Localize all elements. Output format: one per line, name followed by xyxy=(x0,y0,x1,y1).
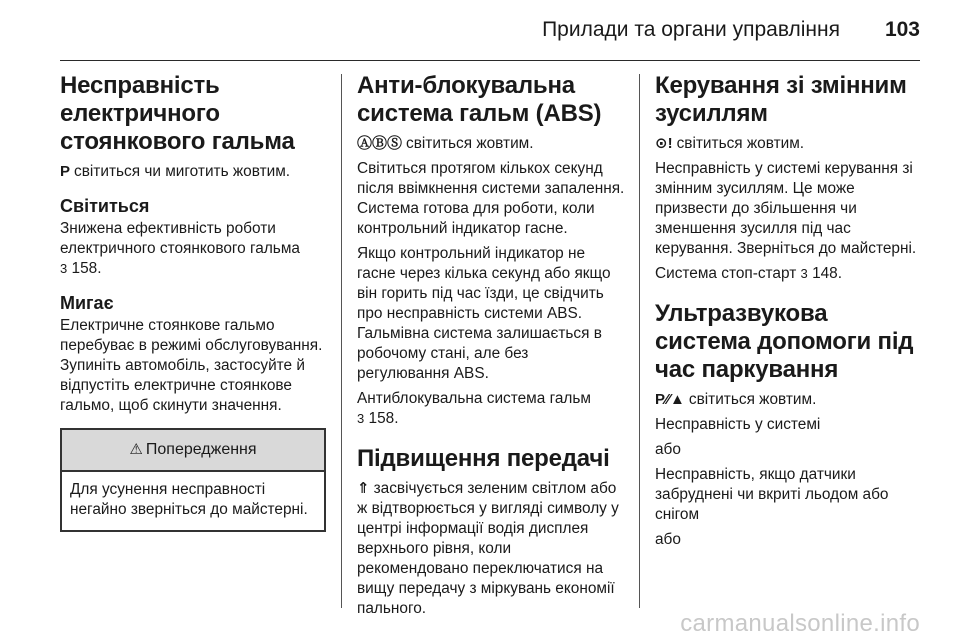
parking-assist-or-1: або xyxy=(655,441,681,458)
column-right xyxy=(655,72,920,555)
warning-title: Попередження xyxy=(145,441,257,458)
upshift-paragraph: ⇑ засвічується зеленим світлом або ж відтворюється у вигляді символу у центрі інформації водія дисплея верхнього рівня, коли рекомендовано переключатися на вищу передачу з міркувань економії пального. xyxy=(357,480,619,617)
watermark: carmanualsonline.info xyxy=(680,610,920,637)
page-ref-icon: 3 xyxy=(60,261,68,276)
upshift-icon: ⇑ xyxy=(357,480,370,497)
warning-text: Для усунення несправності негайно зверніться до майстерні. xyxy=(70,481,308,518)
subheading-flashing: Мигає xyxy=(60,293,114,313)
page-number: 103 xyxy=(884,18,920,41)
abs-paragraph-3: Антиблокувальна система гальм 3 158. xyxy=(357,390,592,427)
steering-paragraph-1: Несправність у системі керування зі змінним зусиллям. Це може призвести до збільшення чи зменшення зусилля під час керування. Зверніться до майстерні. xyxy=(655,160,917,257)
steering-warning-icon: ⊙! xyxy=(655,135,673,152)
warning-triangle-icon: ⚠ xyxy=(129,441,143,458)
steering-intro: ⊙! світиться жовтим. xyxy=(655,135,805,152)
parking-assist-icon: P⁄⁄▲ xyxy=(655,391,685,408)
abs-intro: ⒶⒷⓈ світиться жовтим. xyxy=(357,135,534,152)
page-ref-icon: 3 xyxy=(357,411,365,426)
page-header xyxy=(0,0,960,60)
page-ref-icon: 3 xyxy=(800,266,808,281)
flashing-description: Електричне стоянкове гальмо перебуває в режимі обслуговування. Зупиніть автомобіль, застосуйте й відпустіть електричне стоянкове гальмо, щоб скинути значення. xyxy=(60,317,323,414)
abs-paragraph-1: Світиться протягом кількох секунд після ввімкнення системи запалення. Система готова для роботи, коли контрольний індикатор гасне. xyxy=(357,160,625,237)
section-heading-steering: Керування зі змінним зусиллям xyxy=(655,72,907,127)
parking-assist-or-2: або xyxy=(655,531,681,548)
column-middle xyxy=(357,72,625,624)
abs-icon: ⒶⒷⓈ xyxy=(357,135,403,152)
subheading-lit: Світиться xyxy=(60,196,150,216)
section-heading-upshift: Підвищення передачі xyxy=(357,445,610,472)
column-divider-2 xyxy=(639,74,640,608)
page-ref-link[interactable]: 148. xyxy=(812,265,843,282)
header-divider xyxy=(60,60,920,61)
parking-brake-icon: P xyxy=(60,163,71,180)
column-left xyxy=(60,72,325,532)
parking-assist-paragraph-1: Несправність у системі xyxy=(655,416,821,433)
section-heading-parking-brake: Несправність електричного стоянкового гальма xyxy=(60,72,295,155)
page-ref-link[interactable]: 158. xyxy=(368,410,399,427)
page-ref-link[interactable]: 158. xyxy=(71,260,102,277)
steering-paragraph-2: Система стоп-старт 3 148. xyxy=(655,265,843,282)
abs-paragraph-2: Якщо контрольний індикатор не гасне через кілька секунд або якщо він горить під час їзди, це свідчить про несправність системи ABS. Гальмівна система залишається в робочому стані, але без регулювання ABS. xyxy=(357,245,611,382)
parking-assist-paragraph-2: Несправність, якщо датчики забруднені чи вкриті льодом або снігом xyxy=(655,466,889,523)
column-divider-1 xyxy=(341,74,342,608)
chapter-title: Прилади та органи управління xyxy=(542,18,840,41)
warning-box xyxy=(60,428,326,532)
lit-description: Знижена ефективність роботи електричного стоянкового гальма 3 158. xyxy=(60,220,300,277)
section-heading-parking-assist: Ультразвукова система допомоги під час паркування xyxy=(655,300,914,383)
section-heading-abs: Анти-блокувальна система гальм (ABS) xyxy=(357,72,602,127)
warning-header xyxy=(62,430,324,472)
parking-brake-intro: P світиться чи миготить жовтим. xyxy=(60,163,291,180)
parking-assist-intro: P⁄⁄▲ світиться жовтим. xyxy=(655,391,817,408)
